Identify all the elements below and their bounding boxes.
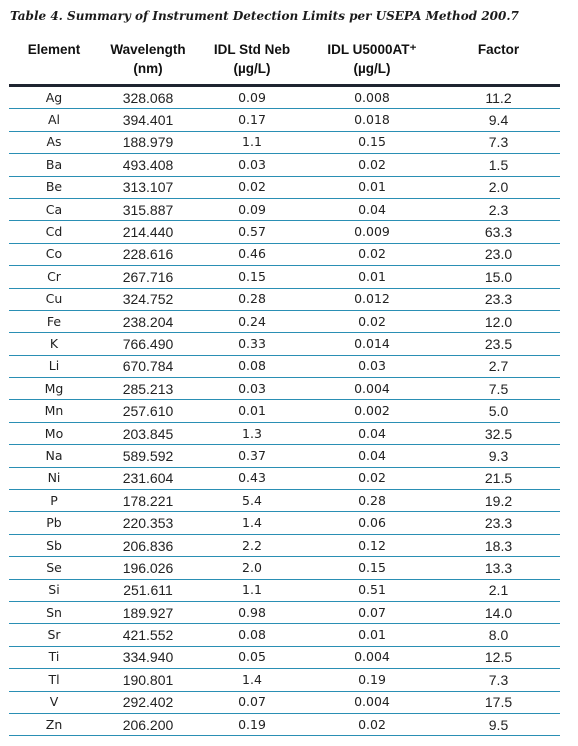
cell-idl-u5000at: 0.004 — [307, 378, 437, 400]
table-caption: Table 4. Summary of Instrument Detection Limits per USEPA Method 200.7 — [10, 9, 519, 23]
cell-factor: 11.2 — [437, 86, 560, 109]
header-wavelength-unit: (nm) — [133, 61, 163, 76]
table-row — [9, 109, 560, 131]
cell-element: Co — [9, 243, 99, 265]
cell-idl-u5000at: 0.28 — [307, 490, 437, 512]
cell-idl-std-neb: 0.15 — [197, 266, 307, 288]
cell-wavelength: 324.752 — [99, 288, 197, 310]
cell-idl-u5000at: 0.06 — [307, 512, 437, 534]
cell-idl-std-neb: 0.19 — [197, 713, 307, 735]
table-row — [9, 221, 560, 243]
cell-element: Zn — [9, 713, 99, 735]
cell-element: Be — [9, 176, 99, 198]
cell-element: Mn — [9, 400, 99, 422]
table-header — [9, 36, 560, 86]
cell-element: Si — [9, 579, 99, 601]
cell-element: P — [9, 490, 99, 512]
cell-idl-u5000at: 0.02 — [307, 713, 437, 735]
cell-wavelength: 189.927 — [99, 601, 197, 623]
table-row — [9, 422, 560, 444]
cell-idl-std-neb: 0.08 — [197, 624, 307, 646]
table-body — [9, 86, 560, 736]
cell-idl-std-neb: 0.37 — [197, 445, 307, 467]
table-row — [9, 198, 560, 220]
cell-factor: 32.5 — [437, 422, 560, 444]
table-row — [9, 400, 560, 422]
cell-idl-std-neb: 0.98 — [197, 601, 307, 623]
table-row — [9, 669, 560, 691]
cell-wavelength: 196.026 — [99, 557, 197, 579]
table-row — [9, 713, 560, 735]
cell-idl-std-neb: 1.3 — [197, 422, 307, 444]
cell-element: V — [9, 691, 99, 713]
table-row — [9, 154, 560, 176]
header-idl-u5000at-label: IDL U5000AT⁺ — [327, 42, 417, 57]
cell-element: Mo — [9, 422, 99, 444]
table-row — [9, 310, 560, 332]
table-row — [9, 691, 560, 713]
cell-idl-u5000at: 0.02 — [307, 154, 437, 176]
cell-wavelength: 267.716 — [99, 266, 197, 288]
cell-idl-u5000at: 0.07 — [307, 601, 437, 623]
cell-factor: 2.7 — [437, 355, 560, 377]
cell-element: Cu — [9, 288, 99, 310]
table-row — [9, 534, 560, 556]
cell-idl-std-neb: 1.4 — [197, 512, 307, 534]
cell-factor: 19.2 — [437, 490, 560, 512]
cell-element: Li — [9, 355, 99, 377]
cell-factor: 1.5 — [437, 154, 560, 176]
cell-idl-u5000at: 0.002 — [307, 400, 437, 422]
cell-factor: 63.3 — [437, 221, 560, 243]
detection-limits-table — [9, 36, 560, 736]
cell-factor: 23.3 — [437, 288, 560, 310]
header-factor-label: Factor — [477, 42, 520, 57]
cell-idl-std-neb: 2.0 — [197, 557, 307, 579]
cell-element: Ba — [9, 154, 99, 176]
cell-idl-std-neb: 0.28 — [197, 288, 307, 310]
cell-idl-std-neb: 0.46 — [197, 243, 307, 265]
cell-element: Cr — [9, 266, 99, 288]
cell-idl-std-neb: 0.07 — [197, 691, 307, 713]
cell-idl-u5000at: 0.004 — [307, 691, 437, 713]
cell-factor: 14.0 — [437, 601, 560, 623]
cell-factor: 2.1 — [437, 579, 560, 601]
cell-wavelength: 251.611 — [99, 579, 197, 601]
cell-idl-u5000at: 0.008 — [307, 86, 437, 109]
header-idl-std-neb-label: IDL Std Neb — [213, 42, 291, 57]
cell-idl-std-neb: 2.2 — [197, 534, 307, 556]
cell-wavelength: 231.604 — [99, 467, 197, 489]
cell-factor: 7.3 — [437, 669, 560, 691]
cell-factor: 7.3 — [437, 131, 560, 153]
cell-idl-std-neb: 1.1 — [197, 579, 307, 601]
cell-factor: 23.5 — [437, 333, 560, 355]
cell-idl-u5000at: 0.018 — [307, 109, 437, 131]
cell-element: Na — [9, 445, 99, 467]
table-row — [9, 355, 560, 377]
cell-idl-u5000at: 0.04 — [307, 198, 437, 220]
cell-idl-u5000at: 0.02 — [307, 310, 437, 332]
cell-element: Pb — [9, 512, 99, 534]
table-row — [9, 266, 560, 288]
cell-factor: 23.0 — [437, 243, 560, 265]
cell-element: Fe — [9, 310, 99, 332]
table-row — [9, 445, 560, 467]
table-row — [9, 288, 560, 310]
cell-element: Cd — [9, 221, 99, 243]
cell-element: Sn — [9, 601, 99, 623]
cell-wavelength: 493.408 — [99, 154, 197, 176]
cell-factor: 8.0 — [437, 624, 560, 646]
cell-idl-u5000at: 0.15 — [307, 131, 437, 153]
cell-idl-u5000at: 0.51 — [307, 579, 437, 601]
cell-wavelength: 190.801 — [99, 669, 197, 691]
table-row — [9, 378, 560, 400]
cell-wavelength: 315.887 — [99, 198, 197, 220]
cell-factor: 23.3 — [437, 512, 560, 534]
cell-wavelength: 214.440 — [99, 221, 197, 243]
cell-wavelength: 188.979 — [99, 131, 197, 153]
cell-wavelength: 178.221 — [99, 490, 197, 512]
cell-idl-std-neb: 0.02 — [197, 176, 307, 198]
cell-element: Mg — [9, 378, 99, 400]
table-row — [9, 490, 560, 512]
cell-wavelength: 334.940 — [99, 646, 197, 668]
cell-idl-std-neb: 0.43 — [197, 467, 307, 489]
cell-wavelength: 220.353 — [99, 512, 197, 534]
cell-element: K — [9, 333, 99, 355]
table-row — [9, 601, 560, 623]
table-row — [9, 557, 560, 579]
cell-wavelength: 766.490 — [99, 333, 197, 355]
header-row — [9, 36, 560, 86]
cell-wavelength: 328.068 — [99, 86, 197, 109]
cell-idl-std-neb: 0.17 — [197, 109, 307, 131]
header-element-label: Element — [27, 42, 81, 57]
cell-factor: 5.0 — [437, 400, 560, 422]
table-row — [9, 579, 560, 601]
cell-wavelength: 421.552 — [99, 624, 197, 646]
cell-factor: 15.0 — [437, 266, 560, 288]
cell-wavelength: 257.610 — [99, 400, 197, 422]
cell-idl-std-neb: 0.09 — [197, 86, 307, 109]
cell-element: Ti — [9, 646, 99, 668]
cell-idl-u5000at: 0.014 — [307, 333, 437, 355]
header-idl-u5000at-unit: (µg/L) — [353, 61, 391, 76]
cell-factor: 7.5 — [437, 378, 560, 400]
table-row — [9, 86, 560, 109]
cell-idl-u5000at: 0.12 — [307, 534, 437, 556]
cell-idl-u5000at: 0.15 — [307, 557, 437, 579]
cell-idl-std-neb: 0.05 — [197, 646, 307, 668]
cell-wavelength: 238.204 — [99, 310, 197, 332]
cell-factor: 12.5 — [437, 646, 560, 668]
table-row — [9, 333, 560, 355]
cell-element: Ca — [9, 198, 99, 220]
cell-element: As — [9, 131, 99, 153]
cell-factor: 17.5 — [437, 691, 560, 713]
cell-element: Sr — [9, 624, 99, 646]
cell-idl-u5000at: 0.19 — [307, 669, 437, 691]
cell-idl-std-neb: 0.01 — [197, 400, 307, 422]
cell-wavelength: 292.402 — [99, 691, 197, 713]
table-row — [9, 243, 560, 265]
header-factor — [437, 36, 560, 86]
cell-factor: 21.5 — [437, 467, 560, 489]
cell-idl-std-neb: 0.03 — [197, 378, 307, 400]
cell-idl-std-neb: 5.4 — [197, 490, 307, 512]
cell-factor: 2.3 — [437, 198, 560, 220]
cell-idl-std-neb: 0.24 — [197, 310, 307, 332]
cell-idl-std-neb: 1.1 — [197, 131, 307, 153]
cell-factor: 13.3 — [437, 557, 560, 579]
table-row — [9, 467, 560, 489]
cell-wavelength: 203.845 — [99, 422, 197, 444]
cell-idl-std-neb: 0.09 — [197, 198, 307, 220]
cell-wavelength: 285.213 — [99, 378, 197, 400]
cell-idl-std-neb: 0.57 — [197, 221, 307, 243]
cell-idl-u5000at: 0.03 — [307, 355, 437, 377]
header-idl-std-neb-unit: (µg/L) — [233, 61, 271, 76]
cell-idl-u5000at: 0.01 — [307, 176, 437, 198]
header-idl-u5000at — [307, 36, 437, 86]
cell-wavelength: 228.616 — [99, 243, 197, 265]
cell-idl-u5000at: 0.04 — [307, 445, 437, 467]
cell-idl-u5000at: 0.04 — [307, 422, 437, 444]
cell-idl-std-neb: 0.33 — [197, 333, 307, 355]
cell-factor: 9.4 — [437, 109, 560, 131]
cell-wavelength: 313.107 — [99, 176, 197, 198]
table-row — [9, 512, 560, 534]
cell-idl-u5000at: 0.004 — [307, 646, 437, 668]
cell-idl-u5000at: 0.009 — [307, 221, 437, 243]
cell-factor: 9.5 — [437, 713, 560, 735]
table-row — [9, 131, 560, 153]
cell-idl-u5000at: 0.012 — [307, 288, 437, 310]
cell-idl-u5000at: 0.01 — [307, 266, 437, 288]
header-wavelength — [99, 36, 197, 86]
cell-idl-u5000at: 0.02 — [307, 243, 437, 265]
cell-wavelength: 206.836 — [99, 534, 197, 556]
cell-element: Se — [9, 557, 99, 579]
header-idl-std-neb — [197, 36, 307, 86]
cell-factor: 18.3 — [437, 534, 560, 556]
cell-element: Ni — [9, 467, 99, 489]
cell-idl-std-neb: 0.03 — [197, 154, 307, 176]
header-element — [9, 36, 99, 86]
cell-idl-u5000at: 0.01 — [307, 624, 437, 646]
cell-idl-std-neb: 1.4 — [197, 669, 307, 691]
cell-element: Sb — [9, 534, 99, 556]
cell-wavelength: 670.784 — [99, 355, 197, 377]
cell-wavelength: 206.200 — [99, 713, 197, 735]
cell-wavelength: 394.401 — [99, 109, 197, 131]
cell-element: Ag — [9, 86, 99, 109]
table-row — [9, 624, 560, 646]
table-row — [9, 646, 560, 668]
header-wavelength-label: Wavelength — [110, 42, 186, 57]
cell-idl-u5000at: 0.02 — [307, 467, 437, 489]
cell-factor: 9.3 — [437, 445, 560, 467]
cell-idl-std-neb: 0.08 — [197, 355, 307, 377]
cell-factor: 2.0 — [437, 176, 560, 198]
cell-factor: 12.0 — [437, 310, 560, 332]
table-row — [9, 176, 560, 198]
cell-wavelength: 589.592 — [99, 445, 197, 467]
cell-element: Tl — [9, 669, 99, 691]
cell-element: Al — [9, 109, 99, 131]
